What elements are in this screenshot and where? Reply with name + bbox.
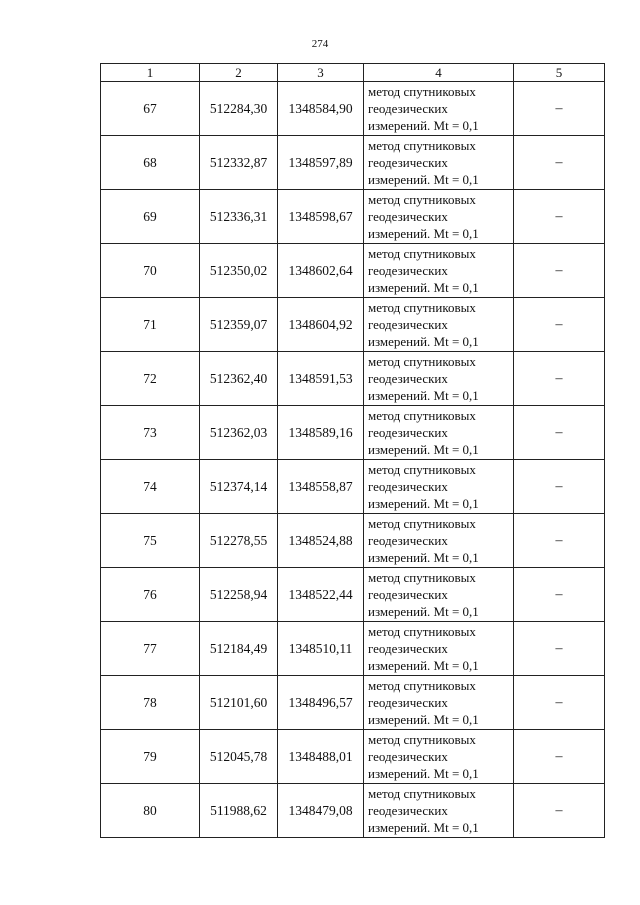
column-header-4: 4 <box>364 64 514 82</box>
method-line: метод спутниковых <box>368 786 476 801</box>
point-number-cell: 73 <box>101 406 200 460</box>
note-cell: – <box>514 568 605 622</box>
method-line: геодезических <box>368 371 448 386</box>
method-cell <box>364 730 514 784</box>
point-number-cell: 67 <box>101 82 200 136</box>
method-line: метод спутниковых <box>368 678 476 693</box>
method-cell <box>364 622 514 676</box>
y-coordinate-cell: 1348479,08 <box>278 784 364 838</box>
table-row <box>101 568 605 622</box>
note-cell: – <box>514 190 605 244</box>
point-number-cell: 79 <box>101 730 200 784</box>
point-number-cell: 71 <box>101 298 200 352</box>
column-header-1: 1 <box>101 64 200 82</box>
y-coordinate-cell: 1348597,89 <box>278 136 364 190</box>
table-row <box>101 514 605 568</box>
method-cell <box>364 460 514 514</box>
method-line: геодезических <box>368 587 448 602</box>
point-number-cell: 68 <box>101 136 200 190</box>
method-line: метод спутниковых <box>368 300 476 315</box>
note-cell: – <box>514 460 605 514</box>
method-line: метод спутниковых <box>368 246 476 261</box>
note-cell: – <box>514 136 605 190</box>
method-line: измерений. Mt = 0,1 <box>368 334 479 349</box>
note-cell: – <box>514 82 605 136</box>
method-line: геодезических <box>368 533 448 548</box>
page-number: 274 <box>311 38 329 50</box>
table-row <box>101 82 605 136</box>
method-line: метод спутниковых <box>368 192 476 207</box>
method-line: измерений. Mt = 0,1 <box>368 712 479 727</box>
y-coordinate-cell: 1348496,57 <box>278 676 364 730</box>
x-coordinate-cell: 512350,02 <box>200 244 278 298</box>
method-line: геодезических <box>368 101 448 116</box>
table-row <box>101 406 605 460</box>
table-row <box>101 190 605 244</box>
x-coordinate-cell: 512258,94 <box>200 568 278 622</box>
note-cell: – <box>514 298 605 352</box>
x-coordinate-cell: 512284,30 <box>200 82 278 136</box>
method-line: измерений. Mt = 0,1 <box>368 604 479 619</box>
x-coordinate-cell: 512374,14 <box>200 460 278 514</box>
method-line: метод спутниковых <box>368 138 476 153</box>
method-line: метод спутниковых <box>368 570 476 585</box>
note-cell: – <box>514 352 605 406</box>
column-header-5: 5 <box>514 64 605 82</box>
point-number-cell: 74 <box>101 460 200 514</box>
method-line: геодезических <box>368 695 448 710</box>
note-cell: – <box>514 244 605 298</box>
table-row <box>101 784 605 838</box>
point-number-cell: 78 <box>101 676 200 730</box>
point-number-cell: 69 <box>101 190 200 244</box>
y-coordinate-cell: 1348558,87 <box>278 460 364 514</box>
method-line: геодезических <box>368 317 448 332</box>
note-cell: – <box>514 676 605 730</box>
table-row <box>101 136 605 190</box>
method-cell <box>364 676 514 730</box>
method-cell <box>364 82 514 136</box>
table-row <box>101 460 605 514</box>
method-cell <box>364 298 514 352</box>
table-header-row <box>101 64 605 82</box>
method-line: метод спутниковых <box>368 354 476 369</box>
method-line: геодезических <box>368 155 448 170</box>
point-number-cell: 77 <box>101 622 200 676</box>
method-cell <box>364 514 514 568</box>
table-row <box>101 298 605 352</box>
method-cell <box>364 784 514 838</box>
column-header-2: 2 <box>200 64 278 82</box>
method-line: геодезических <box>368 209 448 224</box>
method-line: измерений. Mt = 0,1 <box>368 388 479 403</box>
table-row <box>101 352 605 406</box>
table-row <box>101 622 605 676</box>
coordinates-table <box>100 63 605 838</box>
method-line: метод спутниковых <box>368 732 476 747</box>
point-number-cell: 75 <box>101 514 200 568</box>
method-cell <box>364 190 514 244</box>
x-coordinate-cell: 512362,03 <box>200 406 278 460</box>
method-line: измерений. Mt = 0,1 <box>368 766 479 781</box>
x-coordinate-cell: 512045,78 <box>200 730 278 784</box>
y-coordinate-cell: 1348584,90 <box>278 82 364 136</box>
method-line: измерений. Mt = 0,1 <box>368 172 479 187</box>
table-row <box>101 676 605 730</box>
note-cell: – <box>514 784 605 838</box>
method-line: измерений. Mt = 0,1 <box>368 496 479 511</box>
method-cell <box>364 406 514 460</box>
note-cell: – <box>514 622 605 676</box>
method-line: измерений. Mt = 0,1 <box>368 820 479 835</box>
y-coordinate-cell: 1348598,67 <box>278 190 364 244</box>
method-line: геодезических <box>368 749 448 764</box>
column-header-3: 3 <box>278 64 364 82</box>
method-line: измерений. Mt = 0,1 <box>368 118 479 133</box>
table-row <box>101 244 605 298</box>
y-coordinate-cell: 1348591,53 <box>278 352 364 406</box>
method-cell <box>364 352 514 406</box>
point-number-cell: 76 <box>101 568 200 622</box>
method-cell <box>364 136 514 190</box>
x-coordinate-cell: 512336,31 <box>200 190 278 244</box>
x-coordinate-cell: 512332,87 <box>200 136 278 190</box>
method-line: измерений. Mt = 0,1 <box>368 550 479 565</box>
y-coordinate-cell: 1348510,11 <box>278 622 364 676</box>
point-number-cell: 72 <box>101 352 200 406</box>
method-line: измерений. Mt = 0,1 <box>368 280 479 295</box>
x-coordinate-cell: 512101,60 <box>200 676 278 730</box>
method-cell <box>364 244 514 298</box>
point-number-cell: 80 <box>101 784 200 838</box>
y-coordinate-cell: 1348604,92 <box>278 298 364 352</box>
point-number-cell: 70 <box>101 244 200 298</box>
x-coordinate-cell: 511988,62 <box>200 784 278 838</box>
method-line: геодезических <box>368 803 448 818</box>
method-line: геодезических <box>368 425 448 440</box>
y-coordinate-cell: 1348488,01 <box>278 730 364 784</box>
method-line: измерений. Mt = 0,1 <box>368 442 479 457</box>
y-coordinate-cell: 1348522,44 <box>278 568 364 622</box>
method-line: метод спутниковых <box>368 408 476 423</box>
method-line: метод спутниковых <box>368 624 476 639</box>
method-line: измерений. Mt = 0,1 <box>368 658 479 673</box>
table-row <box>101 730 605 784</box>
method-line: метод спутниковых <box>368 462 476 477</box>
note-cell: – <box>514 406 605 460</box>
method-line: геодезических <box>368 263 448 278</box>
method-cell <box>364 568 514 622</box>
method-line: геодезических <box>368 641 448 656</box>
x-coordinate-cell: 512362,40 <box>200 352 278 406</box>
method-line: геодезических <box>368 479 448 494</box>
y-coordinate-cell: 1348589,16 <box>278 406 364 460</box>
method-line: измерений. Mt = 0,1 <box>368 226 479 241</box>
x-coordinate-cell: 512359,07 <box>200 298 278 352</box>
method-line: метод спутниковых <box>368 516 476 531</box>
y-coordinate-cell: 1348602,64 <box>278 244 364 298</box>
method-line: метод спутниковых <box>368 84 476 99</box>
y-coordinate-cell: 1348524,88 <box>278 514 364 568</box>
note-cell: – <box>514 730 605 784</box>
x-coordinate-cell: 512184,49 <box>200 622 278 676</box>
note-cell: – <box>514 514 605 568</box>
x-coordinate-cell: 512278,55 <box>200 514 278 568</box>
